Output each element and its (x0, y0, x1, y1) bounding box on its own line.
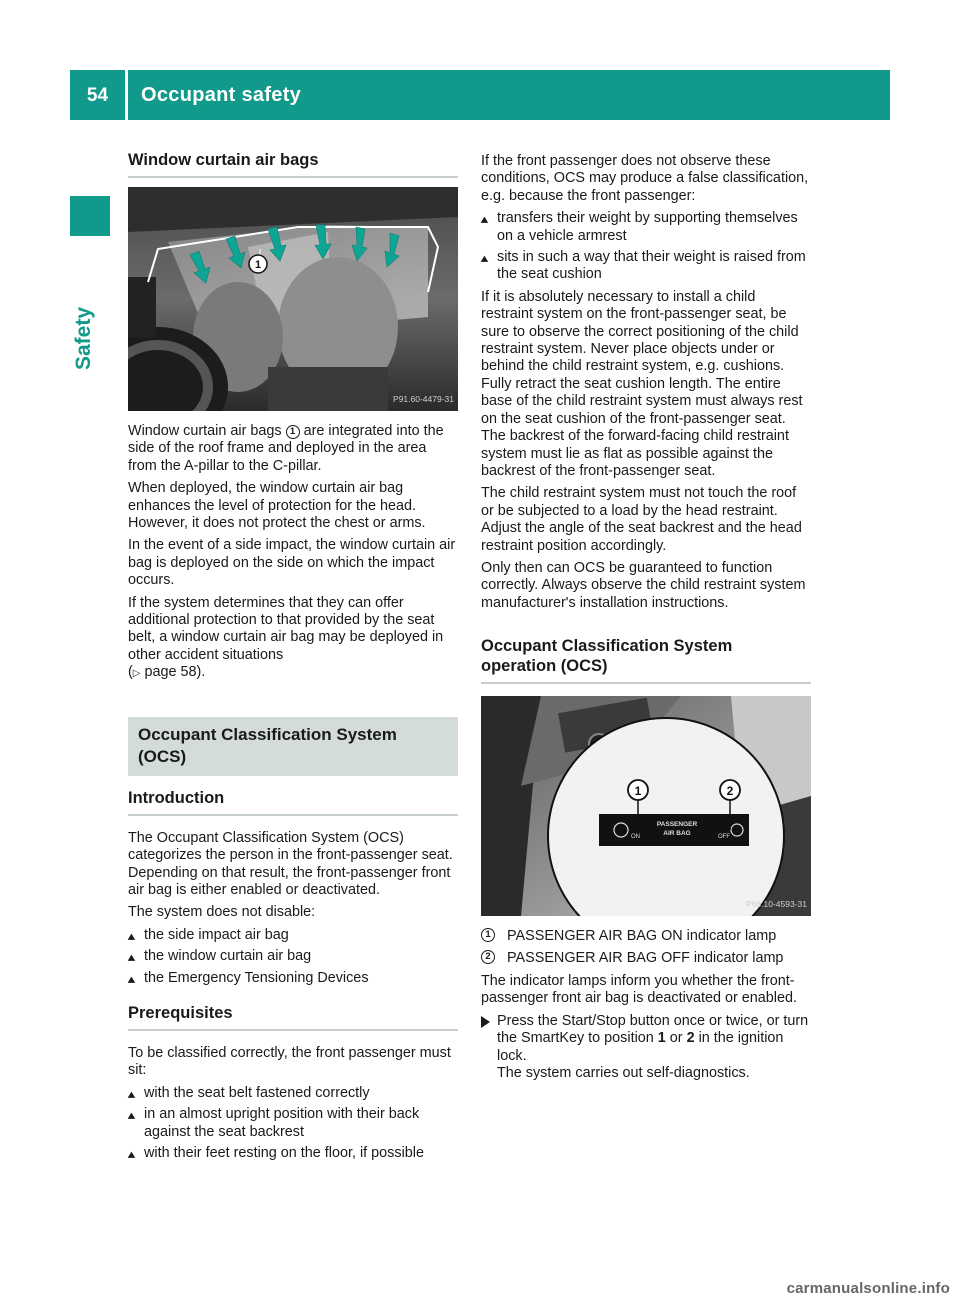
car-interior-illustration (128, 187, 458, 411)
indicator-lamp-illustration (481, 696, 811, 916)
page-title: Occupant safety (141, 84, 302, 106)
intro-para-2: The system does not disable: (128, 904, 316, 921)
guarantee-para: Only then can OCS be guaranteed to function correctly. Always observe the child restraint system manufacturer's installation instructions. (481, 559, 806, 611)
page-ref-icon: ▷ (132, 668, 141, 680)
action-arrow-icon (481, 1016, 490, 1028)
intro-bullet-list (128, 927, 458, 987)
photo2-code: P68.10-4593-31 (746, 898, 807, 909)
conditions-para: If the front passenger does not observe these conditions, OCS may produce a false classification, e.g. because the front passenger: (481, 153, 809, 204)
header-divider (125, 70, 128, 120)
legend-row-1: 1 PASSENGER AIR BAG ON indicator lamp (481, 928, 811, 945)
head-restraint-para: The child restraint system must not touch the roof or be subjected to a load by the head restraint. Adjust the angle of the seat backrest and the head restraint position accordingly. (481, 485, 802, 554)
panel-on-label: ON (631, 834, 640, 841)
page-number: 54 (86, 85, 109, 106)
intro-para-1: The Occupant Classification System (OCS) categorizes the person in the front-passenger seat. Depending on that result, the front-passenger front air bag is either enabled or deactivated. (128, 829, 453, 898)
callout-2-icon: 2 (481, 950, 495, 964)
callout-1-icon: 1 (481, 928, 495, 942)
panel-label-line1: PASSENGER (656, 821, 698, 829)
heading-ocs-operation: Occupant Classification System operation (OCS) (481, 636, 811, 684)
photo1-marker-1: 1 (254, 259, 262, 271)
photo2-marker-2: 2 (726, 784, 734, 799)
callout-1-icon: 1 (286, 425, 300, 439)
legend-row-2: 2 PASSENGER AIR BAG OFF indicator lamp (481, 950, 811, 967)
panel-off-label: OFF (718, 834, 730, 841)
right-column (481, 153, 811, 1082)
window-curtain-para-2: When deployed, the window curtain air bag enhances the level of protection for the head. However, it does not protect the chest or arms. (128, 480, 426, 532)
window-curtain-photo (128, 187, 458, 411)
list-item: ▶ in an almost upright position with their back against the seat backrest (128, 1106, 458, 1141)
side-section-label: Safety (72, 306, 95, 370)
heading-introduction: Introduction (128, 788, 458, 816)
prereq-bullet-list (128, 1085, 458, 1163)
action-step: Press the Start/Stop button once or twice, or turn the SmartKey to position 1 or 2 in the ignition lock. The system carries out self-diagnostics. (481, 1013, 811, 1083)
prereq-para-1: To be classified correctly, the front passenger must sit: (128, 1044, 451, 1079)
list-item: ▶ with the seat belt fastened correctly (128, 1085, 458, 1102)
side-tab-marker (70, 196, 110, 236)
panel-label-line2: AIR BAG (663, 830, 691, 838)
action-result: The system carries out self-diagnostics. (497, 1065, 750, 1081)
watermark-text: carmanualsonline.info (786, 1280, 950, 1297)
conditions-bullet-list (481, 210, 811, 284)
child-restraint-para: If it is absolutely necessary to install a child restraint system on the front-passenger seat, be sure to observe the correct positioning of the child restraint system. Never place objects under or behind the child restraint system, e.g. cushions. Fully retract the seat cushion length. The entire base of the child restraint system must always rest on the seat cushion of the front-passenger seat. The backrest of the forward-facing child restraint system must lie as flat as possible against the backrest of the front-passenger seat. (481, 288, 803, 479)
heading-prerequisites: Prerequisites (128, 1003, 458, 1031)
window-curtain-para-3: In the event of a side impact, the window curtain air bag is deployed on the side on which the impact occurs. (128, 537, 456, 589)
list-item: ▶ with their feet resting on the floor, if possible (128, 1145, 458, 1162)
window-curtain-para-1: Window curtain air bags 1 are integrated into the side of the roof frame and deployed in the area from the A-pillar to the C-pillar. (128, 423, 444, 474)
ocs-indicator-photo (481, 696, 811, 916)
indicator-info-para: The indicator lamps inform you whether the front-passenger front air bag is deactivated or enabled. (481, 972, 797, 1007)
photo1-code: P91.60-4479-31 (393, 393, 454, 404)
left-column (128, 150, 458, 1167)
window-curtain-para-4: If the system determines that they can offer additional protection to that provided by the seat belt, a window curtain air bag may be deployed in other accident situations (▷ page 58). (128, 594, 444, 681)
page-ref-link[interactable]: page 58). (140, 664, 206, 681)
list-item: ▶ transfers their weight by supporting themselves on a vehicle armrest (481, 210, 811, 245)
section-ocs-title: Occupant Classification System (OCS) (128, 717, 458, 776)
photo2-marker-1: 1 (634, 784, 642, 799)
list-item: ▶ the Emergency Tensioning Devices (128, 970, 458, 987)
list-item: ▶ the window curtain air bag (128, 948, 458, 965)
list-item: ▶ sits in such a way that their weight is raised from the seat cushion (481, 249, 811, 284)
list-item: ▶ the side impact air bag (128, 927, 458, 944)
heading-window-curtain: Window curtain air bags (128, 150, 458, 178)
